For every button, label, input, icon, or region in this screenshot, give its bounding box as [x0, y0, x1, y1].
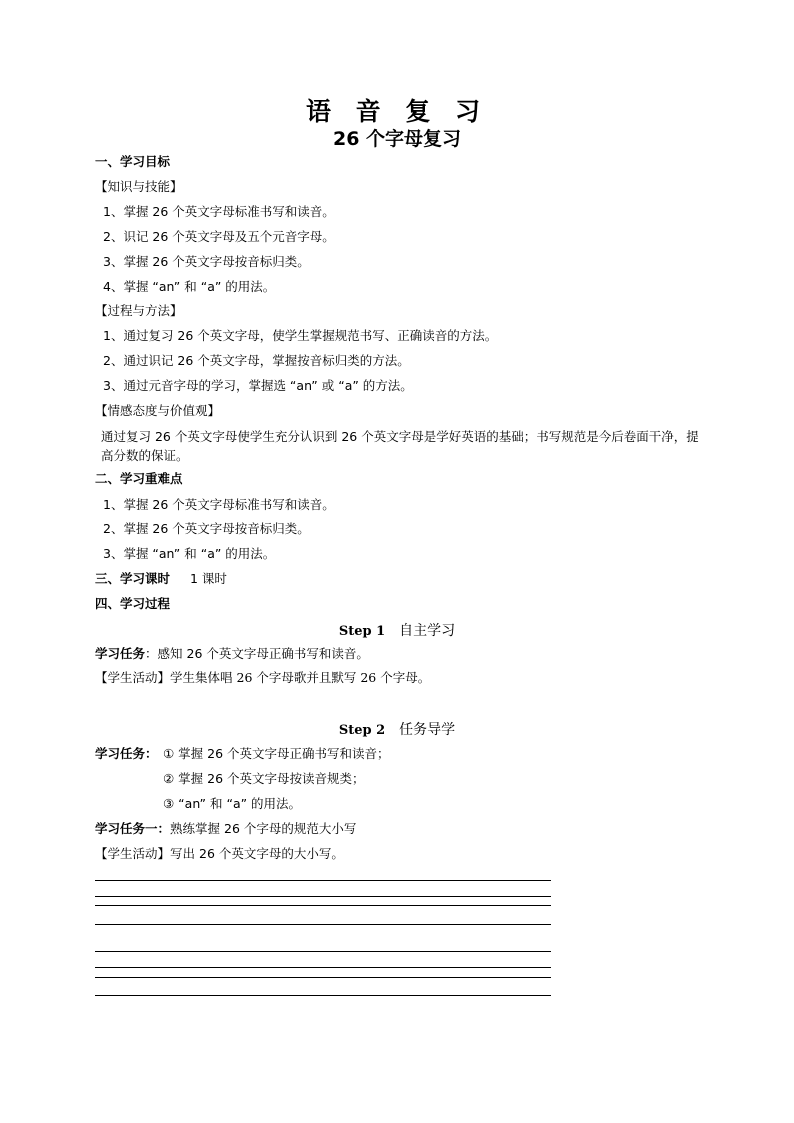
writing-line	[95, 995, 551, 996]
process-item: 2、通过识记 26 个英文字母，掌握按音标归类的方法。	[103, 353, 410, 368]
difficulty-item: 1、掌握 26 个英文字母标准书写和读音。	[103, 497, 335, 512]
step1-activity-label: 【学生活动】	[95, 670, 171, 685]
step1-activity	[95, 670, 430, 686]
difficulty-item: 2、掌握 26 个英文字母按音标归类。	[103, 521, 310, 536]
knowledge-item: 1、掌握 26 个英文字母标准书写和读音。	[103, 204, 335, 219]
knowledge-item: 2、识记 26 个英文字母及五个元音字母。	[103, 229, 335, 244]
process-item: 1、通过复习 26 个英文字母，使学生掌握规范书写、正确读音的方法。	[103, 328, 498, 343]
lesson-hours-row	[95, 571, 227, 587]
step2-activity-label: 【学生活动】	[95, 846, 171, 861]
document-subtitle: 26 个字母复习	[332, 128, 462, 150]
step1-task-text: ：感知 26 个英文字母正确书写和读音。	[145, 646, 369, 661]
emotion-heading: 【情感态度与价值观】	[95, 403, 221, 418]
writing-line	[95, 880, 551, 881]
step2-task-label: 学习任务：	[95, 746, 158, 761]
step2-title: 任务导学	[399, 722, 456, 738]
difficulty-item: 3、掌握 “an” 和 “a” 的用法。	[103, 546, 276, 561]
process-item: 3、通过元音字母的学习，掌握选 “an” 或 “a” 的方法。	[103, 378, 413, 393]
knowledge-heading: 【知识与技能】	[95, 179, 183, 194]
lesson-hours-heading: 三、学习课时	[95, 571, 171, 586]
step2-task1-text: 熟练掌握 26 个字母的规范大小写	[170, 821, 357, 836]
step2-task-item: ③ “an” 和 “a” 的用法。	[163, 796, 302, 811]
step1-task-label: 学习任务	[95, 646, 146, 661]
writing-line	[95, 951, 551, 952]
step1-title: 自主学习	[399, 623, 456, 639]
step2-heading	[0, 719, 794, 739]
step2-task1	[95, 821, 356, 837]
knowledge-item: 4、掌握 “an” 和 “a” 的用法。	[103, 279, 276, 294]
step1-number: Step 1	[338, 624, 386, 639]
step2-task-item: ① 掌握 26 个英文字母正确书写和读音；	[163, 746, 390, 761]
section-objectives-heading: 一、学习目标	[95, 154, 171, 169]
lesson-hours-value: 1 课时	[190, 571, 227, 586]
step2-activity-text: 写出 26 个英文字母的大小写。	[170, 846, 344, 861]
process-heading: 【过程与方法】	[95, 303, 183, 318]
writing-line	[95, 924, 551, 925]
document-title: 语 音 复 习	[305, 97, 489, 126]
emotion-paragraph: 通过复习 26 个英文字母使学生充分认识到 26 个英文字母是学好英语的基础；书写规范是今后卷面干净，提高分数的保证。	[101, 429, 699, 463]
step2-task-item: ② 掌握 26 个英文字母按读音规类；	[163, 771, 365, 786]
step1-activity-text: 学生集体唱 26 个字母歌并且默写 26 个字母。	[170, 670, 431, 685]
section-difficulties-heading: 二、学习重难点	[95, 471, 183, 486]
writing-line	[95, 905, 551, 906]
writing-line	[95, 967, 551, 968]
step1-heading	[0, 620, 794, 640]
step2-activity	[95, 846, 344, 862]
step2-number: Step 2	[338, 723, 386, 738]
step2-task1-label: 学习任务一：	[95, 821, 171, 836]
knowledge-item: 3、掌握 26 个英文字母按音标归类。	[103, 254, 310, 269]
step1-task	[95, 646, 369, 662]
writing-line	[95, 896, 551, 897]
writing-line	[95, 977, 551, 978]
section-process-heading: 四、学习过程	[95, 596, 171, 611]
